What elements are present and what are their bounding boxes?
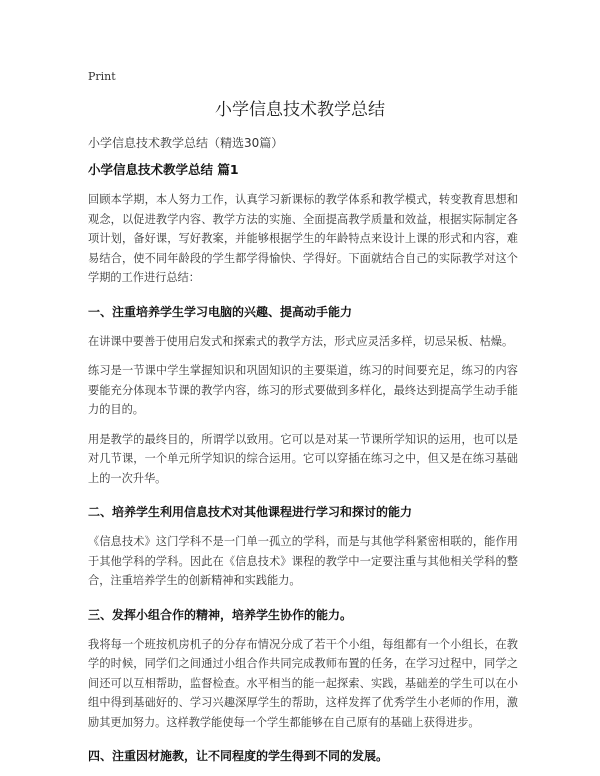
page-title: 小学信息技术教学总结	[215, 100, 385, 120]
section-2-heading: 二、培养学生利用信息技术对其他课程进行学习和探讨的能力	[88, 505, 413, 519]
article-body	[88, 160, 518, 766]
section-3-paragraph-1: 我将每一个班按机房机子的分存布情况分成了若干个小组，每组都有一个小组长，在教学的时候，同学们之间通过小组合作共同完成教师布置的任务，在学习过程中，同学之间还可以互相帮助，监督检查。水平相当的能一起探索、实践，基础差的学生可以在小组中得到基础好的、学习兴趣深厚学生的帮助，这样发挥了优秀学生小老师的作用，激励其更加努力。这样教学能使每一个学生都能够在自己原有的基础上获得进步。	[88, 637, 518, 729]
section-1-heading: 一、注重培养学生学习电脑的兴趣、提高动手能力	[88, 304, 353, 319]
print-link[interactable]: Print	[88, 70, 116, 83]
article-heading: 小学信息技术教学总结 篇1	[88, 162, 239, 177]
section-1-paragraph-2: 练习是一节课中学生掌握知识和巩固知识的主要渠道，练习的时间要充足，练习的内容要能充分体现本节课的教学内容，练习的形式要做到多样化，最终达到提高学生动手能力的目的。	[88, 364, 518, 416]
section-4-heading: 四、注重因材施教，让不同程度的学生得到不同的发展。	[88, 749, 389, 763]
document-subtitle: 小学信息技术教学总结（精选30篇）	[88, 136, 284, 150]
section-2-paragraph-1: 《信息技术》这门学科不是一门单一孤立的学科，而是与其他学科紧密相联的，能作用于其他学科的学科。因此在《信息技术》课程的教学中一定要注重与其他相关学科的整合，注重培养学生的创新精神和实践能力。	[88, 535, 518, 587]
section-3-heading: 三、发挥小组合作的精神，培养学生协作的能力。	[88, 607, 353, 622]
intro-paragraph: 回顾本学期，本人努力工作，认真学习新课标的教学体系和教学模式，转变教育思想和观念，以促进教学内容、教学方法的实施、全面提高教学质量和效益，根据实际制定各项计划，备好课，写好教案，并能够根据学生的年龄特点来设计上课的形式和内容，难易结合，使不同年龄段的学生都学得愉快、学得好。下面就结合自己的实际教学对这个学期的工作进行总结：	[88, 193, 518, 284]
section-1-paragraph-3: 用是教学的最终目的，所谓学以致用。它可以是对某一节课所学知识的运用，也可以是对几节课，一个单元所学知识的综合运用。它可以穿插在练习之中，但又是在练习基础上的一次升华。	[88, 432, 518, 485]
section-1-paragraph-1: 在讲课中要善于使用启发式和探索式的教学方法，形式应灵活多样，切忌呆板、枯燥。	[88, 334, 514, 348]
